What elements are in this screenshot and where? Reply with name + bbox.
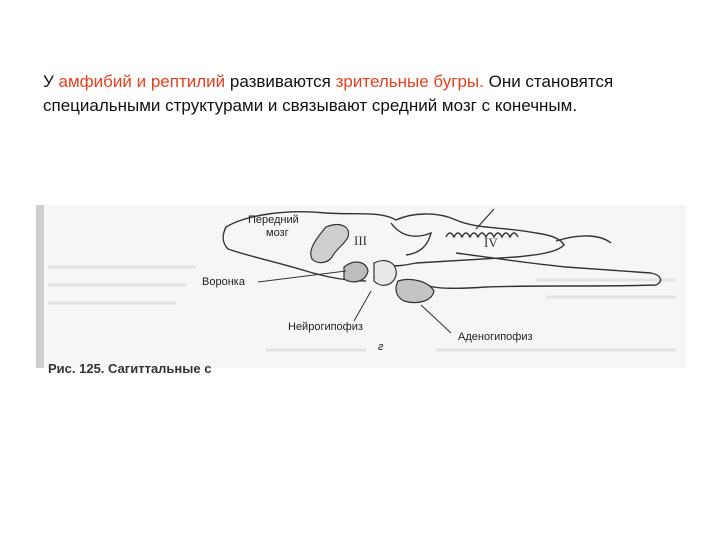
label-infundibulum: Воронка bbox=[202, 276, 245, 288]
label-ventricle-3: III bbox=[354, 233, 367, 248]
scan-edge bbox=[36, 205, 44, 368]
infundibulum-shape bbox=[374, 261, 396, 286]
label-forebrain-1: Передний bbox=[248, 214, 299, 226]
label-adenohypophysis: Аденогипофиз bbox=[458, 331, 533, 343]
brain-diagram bbox=[36, 205, 686, 376]
highlight-optic-thalami: зрительные бугры. bbox=[335, 72, 484, 91]
label-panel-letter: г bbox=[378, 341, 384, 353]
label-neurohypophysis: Нейрогипофиз bbox=[288, 321, 363, 333]
label-ventricle-4: IV bbox=[484, 235, 498, 250]
brain-sagittal-figure bbox=[36, 205, 686, 376]
slide-paragraph bbox=[43, 70, 683, 118]
text-part: развиваются bbox=[225, 72, 336, 91]
label-forebrain-2: мозг bbox=[266, 227, 289, 239]
text-part: У bbox=[43, 72, 59, 91]
figure-caption: Рис. 125. Сагиттальные с bbox=[48, 361, 212, 376]
text-part: Они становятся специальными структурами и связывают средний мозг с конечным. bbox=[43, 72, 614, 115]
highlight-amphibians-reptiles: амфибий и рептилий bbox=[58, 72, 226, 91]
